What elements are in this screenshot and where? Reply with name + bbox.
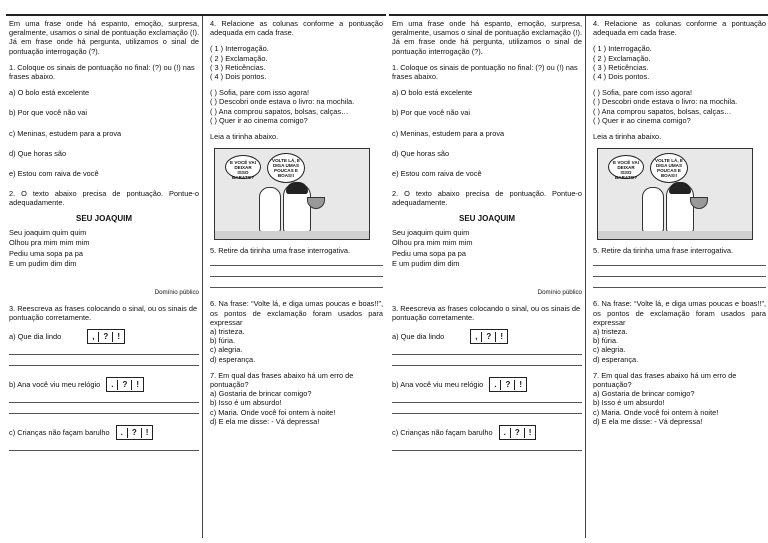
poem-credit: Domínio público xyxy=(154,288,199,296)
comic-strip xyxy=(214,148,370,240)
comic-lead: Leia a tirinha abaixo. xyxy=(210,132,279,142)
q7-option[interactable]: d) E ela me disse: - Vá depressa! xyxy=(210,416,320,426)
answer-line[interactable] xyxy=(392,355,582,366)
q3-item-text: b) Ana você viu meu relógio xyxy=(9,380,101,390)
punctuation-box xyxy=(106,377,144,392)
punctuation-box xyxy=(116,425,154,440)
comic-ground xyxy=(215,231,369,239)
q1-item: c) Meninas, estudem para a prova xyxy=(9,128,122,138)
q6-option[interactable]: a) tristeza. xyxy=(210,327,245,337)
punctuation-mark: . xyxy=(107,380,118,389)
q4-sentence[interactable]: ( ) Descobri onde estava o livro: na mochila. xyxy=(593,97,738,107)
q7-option[interactable]: b) Isso é um absurdo! xyxy=(593,398,665,408)
q7-option[interactable]: b) Isso é um absurdo! xyxy=(210,398,282,408)
q6-option[interactable]: d) esperança. xyxy=(593,354,639,364)
answer-line[interactable] xyxy=(392,344,582,355)
q4-option: ( 2 ) Exclamação. xyxy=(593,53,651,63)
q3-item-text: c) Crianças não façam barulho xyxy=(9,428,110,438)
poem-line: E um pudim dim dim xyxy=(392,259,460,269)
q3-item-text: c) Crianças não façam barulho xyxy=(392,428,493,438)
q6-option[interactable]: b) fúria. xyxy=(593,336,619,346)
poem-line: Seu joaquim quim quim xyxy=(9,227,87,237)
punctuation-mark: ! xyxy=(500,332,503,342)
punctuation-box xyxy=(470,329,508,344)
q1-item: e) Estou com raiva de você xyxy=(9,169,99,179)
q2-title: 2. O texto abaixo precisa de pontuação. Pontue-o adequadamente. xyxy=(9,189,199,208)
q4-option: ( 1 ) Interrogação. xyxy=(593,44,652,54)
comic-ground xyxy=(598,231,752,239)
q3-item xyxy=(392,329,582,344)
punctuation-mark: ? xyxy=(511,428,525,437)
q3-item-text: a) Que dia lindo xyxy=(392,332,445,342)
q2-title: 2. O texto abaixo precisa de pontuação. Pontue-o adequadamente. xyxy=(392,189,582,208)
q1-title: 1. Coloque os sinais de pontuação no final: (?) ou (!) nas frases abaixo. xyxy=(9,62,195,82)
answer-line[interactable] xyxy=(210,277,383,288)
answer-line[interactable] xyxy=(9,392,199,403)
punctuation-mark: ! xyxy=(519,380,522,390)
poem-line: Olhou pra mim mim mim xyxy=(9,238,90,248)
comic-lead: Leia a tirinha abaixo. xyxy=(593,132,662,142)
q3-title: 3. Reescreva as frases colocando o sinal, ou os sinais de pontuação corretamente. xyxy=(392,304,581,323)
answer-line[interactable] xyxy=(210,255,383,266)
q4-title: 4. Relacione as colunas conforme a pontuação adequada em cada frase. xyxy=(593,19,766,38)
punctuation-mark: ! xyxy=(117,332,120,342)
q6-option[interactable]: d) esperança. xyxy=(210,354,256,364)
punctuation-mark: ! xyxy=(136,380,139,390)
q7-option[interactable]: c) Maria. Onde você foi ontem à noite! xyxy=(593,407,719,417)
boy-figure xyxy=(259,187,281,233)
punctuation-mark: ? xyxy=(99,332,113,341)
answer-line[interactable] xyxy=(9,355,199,366)
q4-sentence[interactable]: ( ) Ana comprou sapatos, bolsas, calças… xyxy=(593,106,732,116)
q4-option: ( 3 ) Reticências. xyxy=(210,62,266,72)
q4-title: 4. Relacione as colunas conforme a pontuação adequada em cada frase. xyxy=(210,19,383,38)
q4-sentence[interactable]: ( ) Ana comprou sapatos, bolsas, calças… xyxy=(210,106,349,116)
column-left xyxy=(389,16,586,538)
q4-option: ( 3 ) Reticências. xyxy=(593,62,649,72)
q6-option[interactable]: c) alegria. xyxy=(593,345,626,355)
q3-title: 3. Reescreva as frases colocando o sinal, ou os sinais de pontuação corretamente. xyxy=(9,304,198,323)
q3-item xyxy=(9,329,199,344)
q1-item: a) O bolo está excelente xyxy=(392,88,473,98)
punctuation-box xyxy=(489,377,527,392)
girl-figure xyxy=(283,183,311,233)
punctuation-mark: . xyxy=(117,428,128,437)
column-right xyxy=(204,16,386,538)
girl-figure xyxy=(666,183,694,233)
intro-text: Em uma frase onde há espanto, emoção, surpresa, geralmente, usamos o sinal de pontuação exclamação (!). Já em frase onde há pergunta, utilizamos o sinal de pontuação interrogação (?). xyxy=(392,19,582,56)
punctuation-mark: ! xyxy=(528,428,532,438)
answer-line[interactable] xyxy=(9,440,199,451)
poem-line: Olhou pra mim mim mim xyxy=(392,238,473,248)
q3-item-text: b) Ana você viu meu relógio xyxy=(392,380,484,390)
q4-sentence[interactable]: ( ) Sofia, pare com isso agora! xyxy=(210,88,309,98)
q7-option[interactable]: a) Gostaria de brincar comigo? xyxy=(210,389,312,399)
boy-figure xyxy=(642,187,664,233)
q6-option[interactable]: c) alegria. xyxy=(210,345,243,355)
speech-bubble: E VOCÊ VAI DEIXAR ISSO BARATO? xyxy=(608,155,644,179)
poem xyxy=(392,228,582,270)
poem-title: SEU JOAQUIM xyxy=(458,213,515,223)
q3-item xyxy=(392,425,582,440)
punctuation-mark: ? xyxy=(118,380,132,389)
answer-line[interactable] xyxy=(210,266,383,277)
q5-title: 5. Retire da tirinha uma frase interrogativa. xyxy=(210,246,351,256)
punctuation-mark: , xyxy=(88,332,99,341)
q4-option: ( 4 ) Dois pontos. xyxy=(210,72,267,82)
worksheet-right xyxy=(389,14,768,538)
speech-bubble: VOLTE LÁ, E DIGA UMAS POUCAS E BOAS!! xyxy=(650,153,688,183)
q3-item xyxy=(9,377,199,392)
poem-line: Pediu uma sopa pa pa xyxy=(9,248,83,258)
q4-option: ( 4 ) Dois pontos. xyxy=(593,72,650,82)
poem-line: Pediu uma sopa pa pa xyxy=(392,248,466,258)
answer-line[interactable] xyxy=(392,403,582,414)
poem xyxy=(9,228,199,270)
answer-line[interactable] xyxy=(593,277,766,288)
punctuation-mark: ? xyxy=(501,380,515,389)
q1-item: b) Por que você não vai xyxy=(9,108,88,118)
comic-strip xyxy=(597,148,753,240)
answer-line[interactable] xyxy=(593,255,766,266)
q7-title: 7. Em qual das frases abaixo há um erro de pontuação? xyxy=(593,370,737,390)
q7-option[interactable]: c) Maria. Onde você foi ontem à noite! xyxy=(210,407,336,417)
q5-title: 5. Retire da tirinha uma frase interrogativa. xyxy=(593,246,734,256)
speech-bubble: VOLTE LÁ, E DIGA UMAS POUCAS E BOAS!! xyxy=(267,153,305,183)
q3-item xyxy=(9,425,199,440)
q1-item: c) Meninas, estudem para a prova xyxy=(392,128,505,138)
worksheet-left xyxy=(6,14,386,538)
q7-option[interactable]: a) Gostaria de brincar comigo? xyxy=(593,389,695,399)
q6-title: 6. Na frase: “Volte lá, e diga umas poucas e boas!!”, os pontos de exclamação foram usados para expressar xyxy=(593,299,766,327)
answer-line[interactable] xyxy=(593,266,766,277)
column-left xyxy=(6,16,203,538)
punctuation-mark: ? xyxy=(482,332,496,341)
punctuation-mark: , xyxy=(471,332,482,341)
column-right xyxy=(587,16,768,538)
q3-item-text: a) Que dia lindo xyxy=(9,332,62,342)
q1-item: a) O bolo está excelente xyxy=(9,88,90,98)
q6-option[interactable]: a) tristeza. xyxy=(593,327,628,337)
q1-item: e) Estou com raiva de você xyxy=(392,169,482,179)
q4-option: ( 2 ) Exclamação. xyxy=(210,53,268,63)
punctuation-mark: . xyxy=(490,380,501,389)
q6-title: 6. Na frase: “Volte lá, e diga umas poucas e boas!!”, os pontos de exclamação foram usados para expressar xyxy=(210,299,383,327)
answer-line[interactable] xyxy=(392,440,582,451)
answer-line[interactable] xyxy=(9,403,199,414)
q4-sentence[interactable]: ( ) Quer ir ao cinema comigo? xyxy=(210,115,308,125)
answer-line[interactable] xyxy=(392,392,582,403)
q4-sentence[interactable]: ( ) Descobri onde estava o livro: na mochila. xyxy=(210,97,355,107)
q4-option: ( 1 ) Interrogação. xyxy=(210,44,269,54)
punctuation-box xyxy=(87,329,125,344)
q4-sentence[interactable]: ( ) Quer ir ao cinema comigo? xyxy=(593,115,691,125)
q7-option[interactable]: d) E ela me disse: - Vá depressa! xyxy=(593,416,703,426)
poem-title: SEU JOAQUIM xyxy=(75,213,132,223)
q4-sentence[interactable]: ( ) Sofia, pare com isso agora! xyxy=(593,88,692,98)
punctuation-mark: ! xyxy=(145,428,149,438)
q1-title: 1. Coloque os sinais de pontuação no final: (?) ou (!) nas frases abaixo. xyxy=(392,62,578,82)
punctuation-mark: . xyxy=(500,428,511,437)
q3-item xyxy=(392,377,582,392)
poem-line: Seu joaquim quim quim xyxy=(392,227,470,237)
q1-item: d) Que horas são xyxy=(392,148,450,158)
speech-bubble: E VOCÊ VAI DEIXAR ISSO BARATO? xyxy=(225,155,261,179)
answer-line[interactable] xyxy=(9,344,199,355)
q1-item: d) Que horas são xyxy=(9,148,67,158)
q6-option[interactable]: b) fúria. xyxy=(210,336,236,346)
punctuation-mark: ? xyxy=(128,428,142,437)
poem-line: E um pudim dim dim xyxy=(9,259,77,269)
q7-title: 7. Em qual das frases abaixo há um erro de pontuação? xyxy=(210,370,354,390)
intro-text: Em uma frase onde há espanto, emoção, surpresa, geralmente, usamos o sinal de pontuação exclamação (!). Já em frase onde há pergunta, utilizamos o sinal de pontuação interrogação (?). xyxy=(9,19,199,56)
poem-credit: Domínio público xyxy=(537,288,582,296)
punctuation-box xyxy=(499,425,537,440)
q1-item: b) Por que você não vai xyxy=(392,108,471,118)
